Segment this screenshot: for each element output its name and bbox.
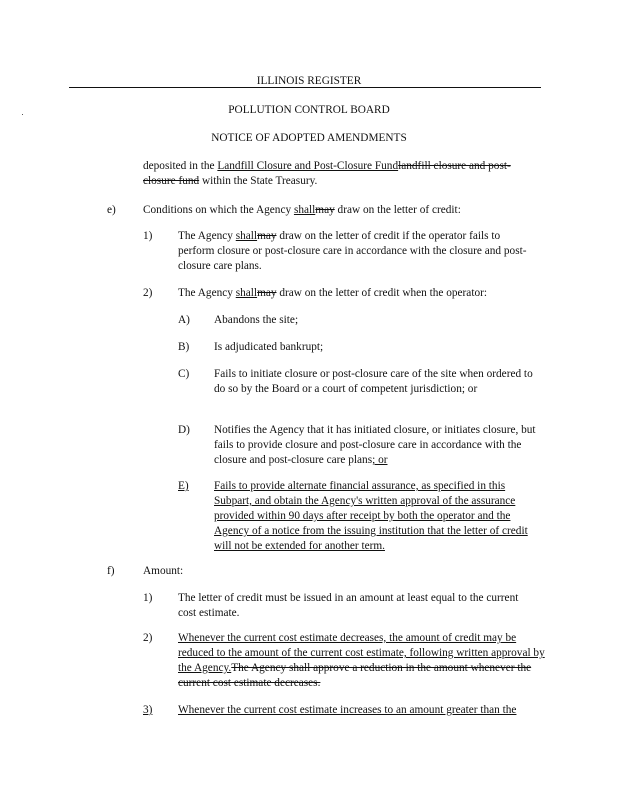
intro-text-end: within the State Treasury. (199, 175, 318, 187)
inserted-text: Landfill Closure and Post-Closure Fund (217, 160, 399, 172)
section-e-text (143, 203, 543, 218)
inserted-text: Whenever the current cost estimate increases to an amount greater than the (178, 704, 517, 716)
subitem-c-label: C) (178, 368, 190, 380)
subitem-e-label: E) (178, 480, 189, 492)
item-e2-text-2: draw on the letter of credit when the operator: (276, 287, 488, 299)
section-e-text-1: Conditions on which the Agency (143, 204, 294, 216)
subitem-d-label: D) (178, 424, 190, 436)
deleted-text: The Agency shall approve a reduction in the amount whenever the current cost estimate decreases. (178, 662, 532, 689)
register-title: ILLINOIS REGISTER (256, 75, 362, 87)
intro-text: deposited in the (143, 160, 218, 172)
deleted-text: landfill closure and post-closure fund (143, 160, 511, 187)
inserted-text: Whenever the current cost estimate decreases, the amount of credit may be reduced to the amount of the current cost estimate, following written approval by the Agency. (178, 632, 545, 674)
subitem-d-text-1: Notifies the Agency that it has initiated closure, or initiates closure, but fails to provide closure and post-closure care in accordance with the closure and post-closure care plans (214, 424, 536, 466)
item-f2-text (178, 631, 546, 691)
notice-title: NOTICE OF ADOPTED AMENDMENTS (211, 132, 407, 144)
item-e2-text-1: The Agency (178, 287, 236, 299)
item-e1-text-2: draw on the letter of credit if the operator fails to perform closure or post-closure care in accordance with the closure and post-closure care plans. (178, 230, 527, 272)
item-e2-text (178, 286, 548, 301)
subitem-e-text: Fails to provide alternate financial assurance, as specified in this Subpart, and obtain the Agency's written approval of the assurance provided within 90 days after receipt by both the operator and the Agency of a notice from the issuing institution that the letter of credit will not be extended for another term. (214, 480, 528, 552)
inserted-text: ; or (372, 454, 388, 466)
inserted-text: shall (235, 287, 258, 299)
subitem-a-text: Abandons the site; (214, 314, 299, 326)
item-f2-label: 2) (143, 632, 153, 644)
header-rule (69, 87, 541, 88)
item-e1-label: 1) (143, 230, 153, 242)
section-e-text-2: draw on the letter of credit: (334, 204, 461, 216)
item-e1-text (178, 229, 533, 274)
subitem-b-text: Is adjudicated bankrupt; (214, 341, 324, 353)
deleted-text: may (257, 287, 277, 299)
item-e1-text-1: The Agency (178, 230, 236, 242)
section-f-text: Amount: (143, 565, 184, 577)
subitem-a-label: A) (178, 314, 190, 326)
item-f3-label: 3) (143, 704, 153, 716)
deleted-text: may (315, 204, 335, 216)
section-f-label: f) (107, 565, 115, 577)
item-e2-label: 2) (143, 287, 153, 299)
item-f1-label: 1) (143, 592, 153, 604)
section-e-label: e) (107, 204, 116, 216)
subitem-b-label: B) (178, 341, 190, 353)
intro-paragraph (143, 159, 543, 189)
item-f3-text (178, 703, 546, 718)
item-f1-text: The letter of credit must be issued in an amount at least equal to the current cost estimate. (178, 592, 519, 619)
scan-speck (22, 114, 23, 115)
deleted-text: may (257, 230, 277, 242)
inserted-text: shall (235, 230, 258, 242)
subitem-d-text (214, 423, 544, 468)
subitem-c-text: Fails to initiate closure or post-closure care of the site when ordered to do so by the Board or a court of competent jurisdiction; or (214, 368, 533, 395)
inserted-text: shall (293, 204, 316, 216)
board-title: POLLUTION CONTROL BOARD (228, 104, 390, 116)
